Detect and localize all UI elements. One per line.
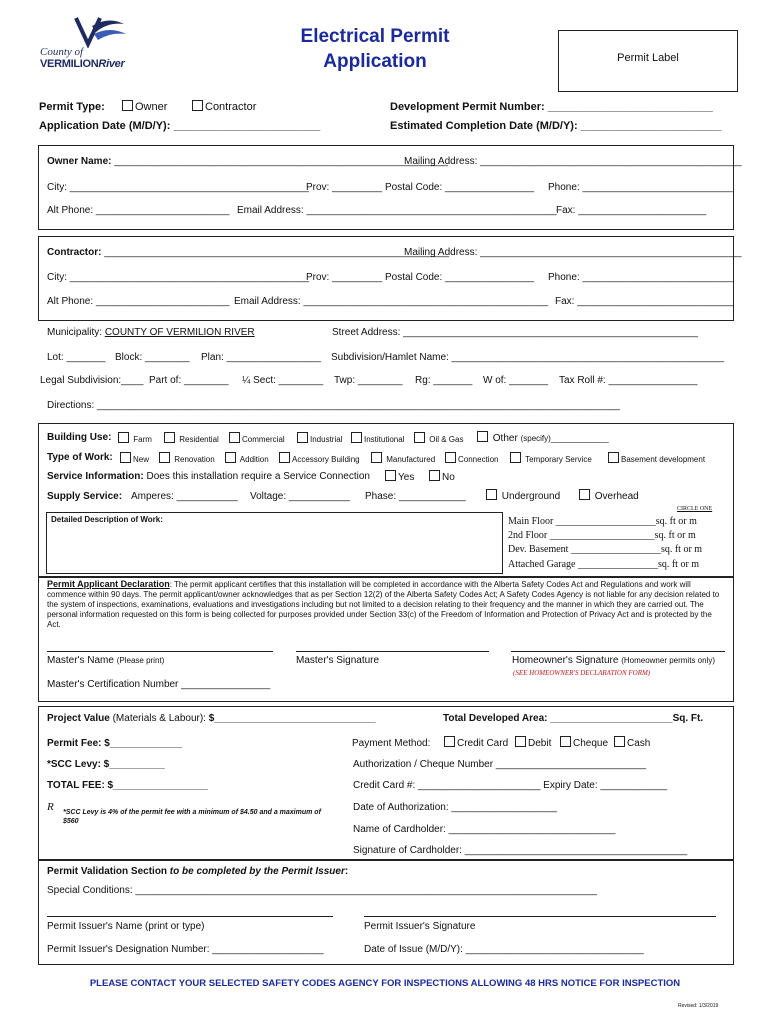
building-use-other[interactable]: Other (specify)_____________ — [477, 431, 609, 444]
w-of-field[interactable]: W of: _______ — [483, 375, 549, 386]
overhead-option[interactable]: Overhead — [579, 489, 639, 502]
revised-date: Revised: 1/3/2019 — [678, 1003, 719, 1009]
declaration-text: Permit Applicant Declaration: The permit applicant certifies that this installation will be completed in accordance with the Alberta Safety Codes Act and Regulations and work will commence within 90 days. The permit applicant/owner acknowledges that as per Section 12(2) of the Alberta Safety Codes Act; A Safety Codes Agency is not liable for any decision related to the system of inspections, examinations, evaluations and investigations including but not limited to a decision relating to their frequency and the manner in which they are carried out. The personal information requested on this form is being collected for purposes provided under Section 33(c) of the Freedom of Information and Protection of Privacy Act and is protected by the Act. — [47, 579, 720, 629]
issuer-name-line — [47, 916, 333, 917]
checkbox-icon[interactable] — [614, 736, 625, 747]
permit-type-contractor[interactable]: Contractor — [192, 100, 256, 113]
validation-heading: Permit Validation Section to be completed by the Permit Issuer: — [47, 866, 349, 877]
issuer-designation-field[interactable]: Permit Issuer's Designation Number: ____________________ — [47, 944, 324, 955]
date-of-authorization-field[interactable]: Date of Authorization: ___________________ — [353, 802, 558, 813]
checkbox-icon[interactable] — [120, 452, 131, 463]
building-use-label: Building Use: — [47, 432, 112, 443]
work-type-new[interactable]: New — [120, 452, 149, 464]
part-of-field[interactable]: Part of: ________ — [149, 375, 229, 386]
quarter-section-field[interactable]: ¼ Sect: ________ — [242, 375, 324, 386]
issuer-signature-field[interactable]: Permit Issuer's Signature — [364, 921, 476, 932]
payment-cheque[interactable]: Cheque — [560, 736, 608, 749]
checkbox-icon[interactable] — [579, 489, 590, 500]
checkbox-icon[interactable] — [445, 452, 456, 463]
cardholder-signature-field[interactable]: Signature of Cardholder: ________________________________________ — [353, 845, 688, 856]
scc-levy-note: *SCC Levy is 4% of the permit fee with a minimum of $4.50 and a maximum of $560 — [63, 809, 321, 825]
building-use-industrial[interactable]: Industrial — [297, 432, 342, 444]
phase-field[interactable]: Phase: ____________ — [365, 491, 466, 502]
logo-mark-icon — [68, 14, 128, 48]
payment-cash[interactable]: Cash — [614, 736, 650, 749]
work-type-accessory[interactable]: Accessory Building — [279, 452, 360, 464]
page-title: Electrical Permit Application — [300, 26, 450, 72]
subdivision-field[interactable]: Subdivision/Hamlet Name: _________________________________________________ — [331, 352, 725, 363]
checkbox-icon[interactable] — [122, 100, 133, 111]
certification-number-field[interactable]: Master's Certification Number ________________ — [47, 679, 271, 690]
cardholder-name-field[interactable]: Name of Cardholder: ______________________________ — [353, 824, 616, 835]
checkbox-icon[interactable] — [229, 432, 240, 443]
checkbox-icon[interactable] — [192, 100, 203, 111]
permit-fee-field[interactable]: Permit Fee: $_____________ — [47, 738, 183, 749]
municipality-field[interactable]: Municipality: COUNTY OF VERMILION RIVER — [47, 327, 255, 338]
checkbox-icon[interactable] — [118, 432, 129, 443]
owner-postal-field[interactable]: Postal Code: ________________ — [385, 182, 535, 193]
checkbox-icon[interactable] — [429, 470, 440, 481]
homeowner-declaration-note: (SEE HOMEOWNER'S DECLARATION FORM) — [513, 669, 651, 677]
plan-field[interactable]: Plan: _________________ — [201, 352, 322, 363]
checkbox-icon[interactable] — [515, 736, 526, 747]
estimated-completion-field[interactable]: Estimated Completion Date (M/D/Y): _______________________ — [390, 120, 722, 132]
scc-levy-field[interactable]: *SCC Levy: $__________ — [47, 759, 165, 770]
dev-basement-field[interactable]: Dev. Basement __________________sq. ft or m — [508, 544, 703, 555]
work-type-manufactured[interactable]: Manufactured — [371, 452, 435, 464]
project-value-field[interactable]: Project Value (Materials & Labour): $_____________________________ — [47, 713, 376, 724]
lot-field[interactable]: Lot: _______ — [47, 352, 106, 363]
contractor-name-field[interactable]: Contractor: ______________________________________________________________ — [47, 247, 450, 258]
checkbox-icon[interactable] — [510, 452, 521, 463]
amperes-field[interactable]: Amperes: ___________ — [131, 491, 238, 502]
service-information-row: Service Information: Does this installation require a Service Connection — [47, 471, 370, 482]
authorization-field[interactable]: Authorization / Cheque Number ___________________________ — [353, 759, 647, 770]
checkbox-icon[interactable] — [371, 452, 382, 463]
homeowner-signature-line — [511, 651, 725, 652]
payment-credit-card[interactable]: Credit Card — [444, 736, 508, 749]
owner-email-field[interactable]: Email Address: _____________________________________________ — [237, 205, 557, 216]
county-logo — [38, 14, 168, 72]
voltage-field[interactable]: Voltage: ___________ — [250, 491, 351, 502]
checkbox-icon[interactable] — [279, 452, 290, 463]
contractor-phone-field[interactable]: Phone: ___________________________ — [548, 272, 733, 283]
main-floor-field[interactable]: Main Floor ____________________sq. ft or m — [508, 516, 697, 527]
tax-roll-field[interactable]: Tax Roll #: ________________ — [559, 375, 698, 386]
owner-mailing-field[interactable]: Mailing Address: _______________________________________________ — [404, 156, 742, 167]
checkbox-icon[interactable] — [164, 432, 175, 443]
masters-signature-line — [296, 651, 489, 652]
developed-area-field[interactable]: Total Developed Area: ______________________Sq. Ft. — [443, 713, 704, 724]
special-conditions-field[interactable]: Special Conditions: ___________________________________________________________________________________ — [47, 885, 597, 896]
checkbox-icon[interactable] — [414, 432, 425, 443]
type-of-work-label: Type of Work: — [47, 452, 113, 463]
work-type-renovation[interactable]: Renovation — [159, 452, 215, 464]
owner-alt-phone-field[interactable]: Alt Phone: ________________________ — [47, 205, 230, 216]
legal-subdivision-field[interactable]: Legal Subdivision:____ — [40, 375, 144, 386]
building-use-residential[interactable]: Residential — [164, 432, 219, 444]
date-of-issue-field[interactable]: Date of Issue (M/D/Y): ________________________________ — [364, 944, 644, 955]
owner-fax-field[interactable]: Fax: _______________________ — [556, 205, 707, 216]
work-type-connection[interactable]: Connection — [445, 452, 498, 464]
checkbox-icon[interactable] — [297, 432, 308, 443]
service-yes-option[interactable]: Yes — [385, 470, 414, 483]
block-field[interactable]: Block: ________ — [115, 352, 190, 363]
checkbox-icon[interactable] — [477, 431, 488, 442]
street-address-field[interactable]: Street Address: _____________________________________________________ — [332, 327, 698, 338]
checkbox-icon[interactable] — [159, 452, 170, 463]
township-field[interactable]: Twp: ________ — [334, 375, 403, 386]
building-use-oil-gas[interactable]: Oil & Gas — [414, 432, 463, 444]
contractor-email-field[interactable]: Email Address: ____________________________________________ — [234, 296, 549, 307]
checkbox-icon[interactable] — [608, 452, 619, 463]
contractor-postal-field[interactable]: Postal Code: ________________ — [385, 272, 535, 283]
logo-text-county: County of — [40, 46, 84, 58]
contractor-mailing-field[interactable]: Mailing Address: _______________________________________________ — [404, 247, 742, 258]
credit-card-field[interactable]: Credit Card #: ______________________ Expiry Date: ____________ — [353, 780, 668, 791]
circle-one-note: CIRCLE ONE — [677, 506, 713, 512]
permit-label-box — [558, 30, 738, 92]
building-use-farm[interactable]: Farm — [118, 432, 152, 444]
attached-garage-field[interactable]: Attached Garage ________________sq. ft or m — [508, 559, 700, 570]
issuer-signature-line — [364, 916, 716, 917]
owner-phone-field[interactable]: Phone: ___________________________ — [548, 182, 733, 193]
service-no-option[interactable]: No — [429, 470, 455, 483]
description-box[interactable] — [46, 512, 503, 574]
underground-option[interactable]: Underground — [486, 489, 560, 502]
owner-name-field[interactable]: Owner Name: ____________________________________________________________ — [47, 156, 448, 167]
inspection-notice: PLEASE CONTACT YOUR SELECTED SAFETY CODES AGENCY FOR INSPECTIONS ALLOWING 48 HRS NOTICE FOR INSPECTION — [89, 978, 681, 989]
masters-name-line — [47, 651, 273, 652]
contractor-alt-phone-field[interactable]: Alt Phone: ________________________ — [47, 296, 230, 307]
payment-method-label: Payment Method: — [352, 738, 431, 749]
range-field[interactable]: Rg: _______ — [415, 375, 473, 386]
directions-field[interactable]: Directions: ______________________________________________________________________________________________ — [47, 400, 620, 411]
checkbox-icon[interactable] — [225, 452, 236, 463]
checkbox-icon[interactable] — [351, 432, 362, 443]
masters-signature-field[interactable]: Master's Signature — [296, 655, 380, 666]
application-date-field[interactable]: Application Date (M/D/Y): ________________________ — [39, 120, 321, 132]
logo-text-vermilion: VERMILIONRiver — [40, 58, 125, 70]
homeowner-signature-field[interactable]: Homeowner's Signature (Homeowner permits only) — [512, 655, 715, 666]
permit-type-owner[interactable]: Owner — [122, 100, 167, 113]
work-type-basement[interactable]: Basement development — [608, 452, 705, 464]
building-use-commercial[interactable]: Commercial — [229, 432, 285, 444]
contractor-city-field[interactable]: City: ___________________________________________ — [47, 272, 309, 283]
contractor-fax-field[interactable]: Fax: ____________________________ — [555, 296, 733, 307]
issuer-name-field[interactable]: Permit Issuer's Name (print or type) — [47, 921, 205, 932]
permit-type-label: Permit Type: — [39, 101, 105, 113]
building-use-institutional[interactable]: Institutional — [351, 432, 404, 444]
permit-label-text: Permit Label — [617, 52, 679, 64]
owner-city-field[interactable]: City: ___________________________________________ — [47, 182, 309, 193]
masters-name-field[interactable]: Master's Name (Please print) — [47, 655, 165, 666]
r-mark: R — [47, 801, 54, 813]
development-permit-field[interactable]: Development Permit Number: ___________________________ — [390, 101, 713, 113]
checkbox-icon[interactable] — [486, 489, 497, 500]
checkbox-icon[interactable] — [560, 736, 571, 747]
second-floor-field[interactable]: 2nd Floor _____________________sq. ft or m — [508, 530, 696, 541]
description-label: Detailed Description of Work: — [51, 515, 163, 524]
supply-service-label: Supply Service: — [47, 491, 123, 502]
total-fee-field[interactable]: TOTAL FEE: $_________________ — [47, 780, 208, 791]
contractor-prov-field[interactable]: Prov: _________ — [306, 272, 383, 283]
payment-debit[interactable]: Debit — [515, 736, 551, 749]
checkbox-icon[interactable] — [385, 470, 396, 481]
work-type-temporary[interactable]: Temporary Service — [510, 452, 592, 464]
work-type-addition[interactable]: Addition — [225, 452, 269, 464]
checkbox-icon[interactable] — [444, 736, 455, 747]
owner-prov-field[interactable]: Prov: _________ — [306, 182, 383, 193]
